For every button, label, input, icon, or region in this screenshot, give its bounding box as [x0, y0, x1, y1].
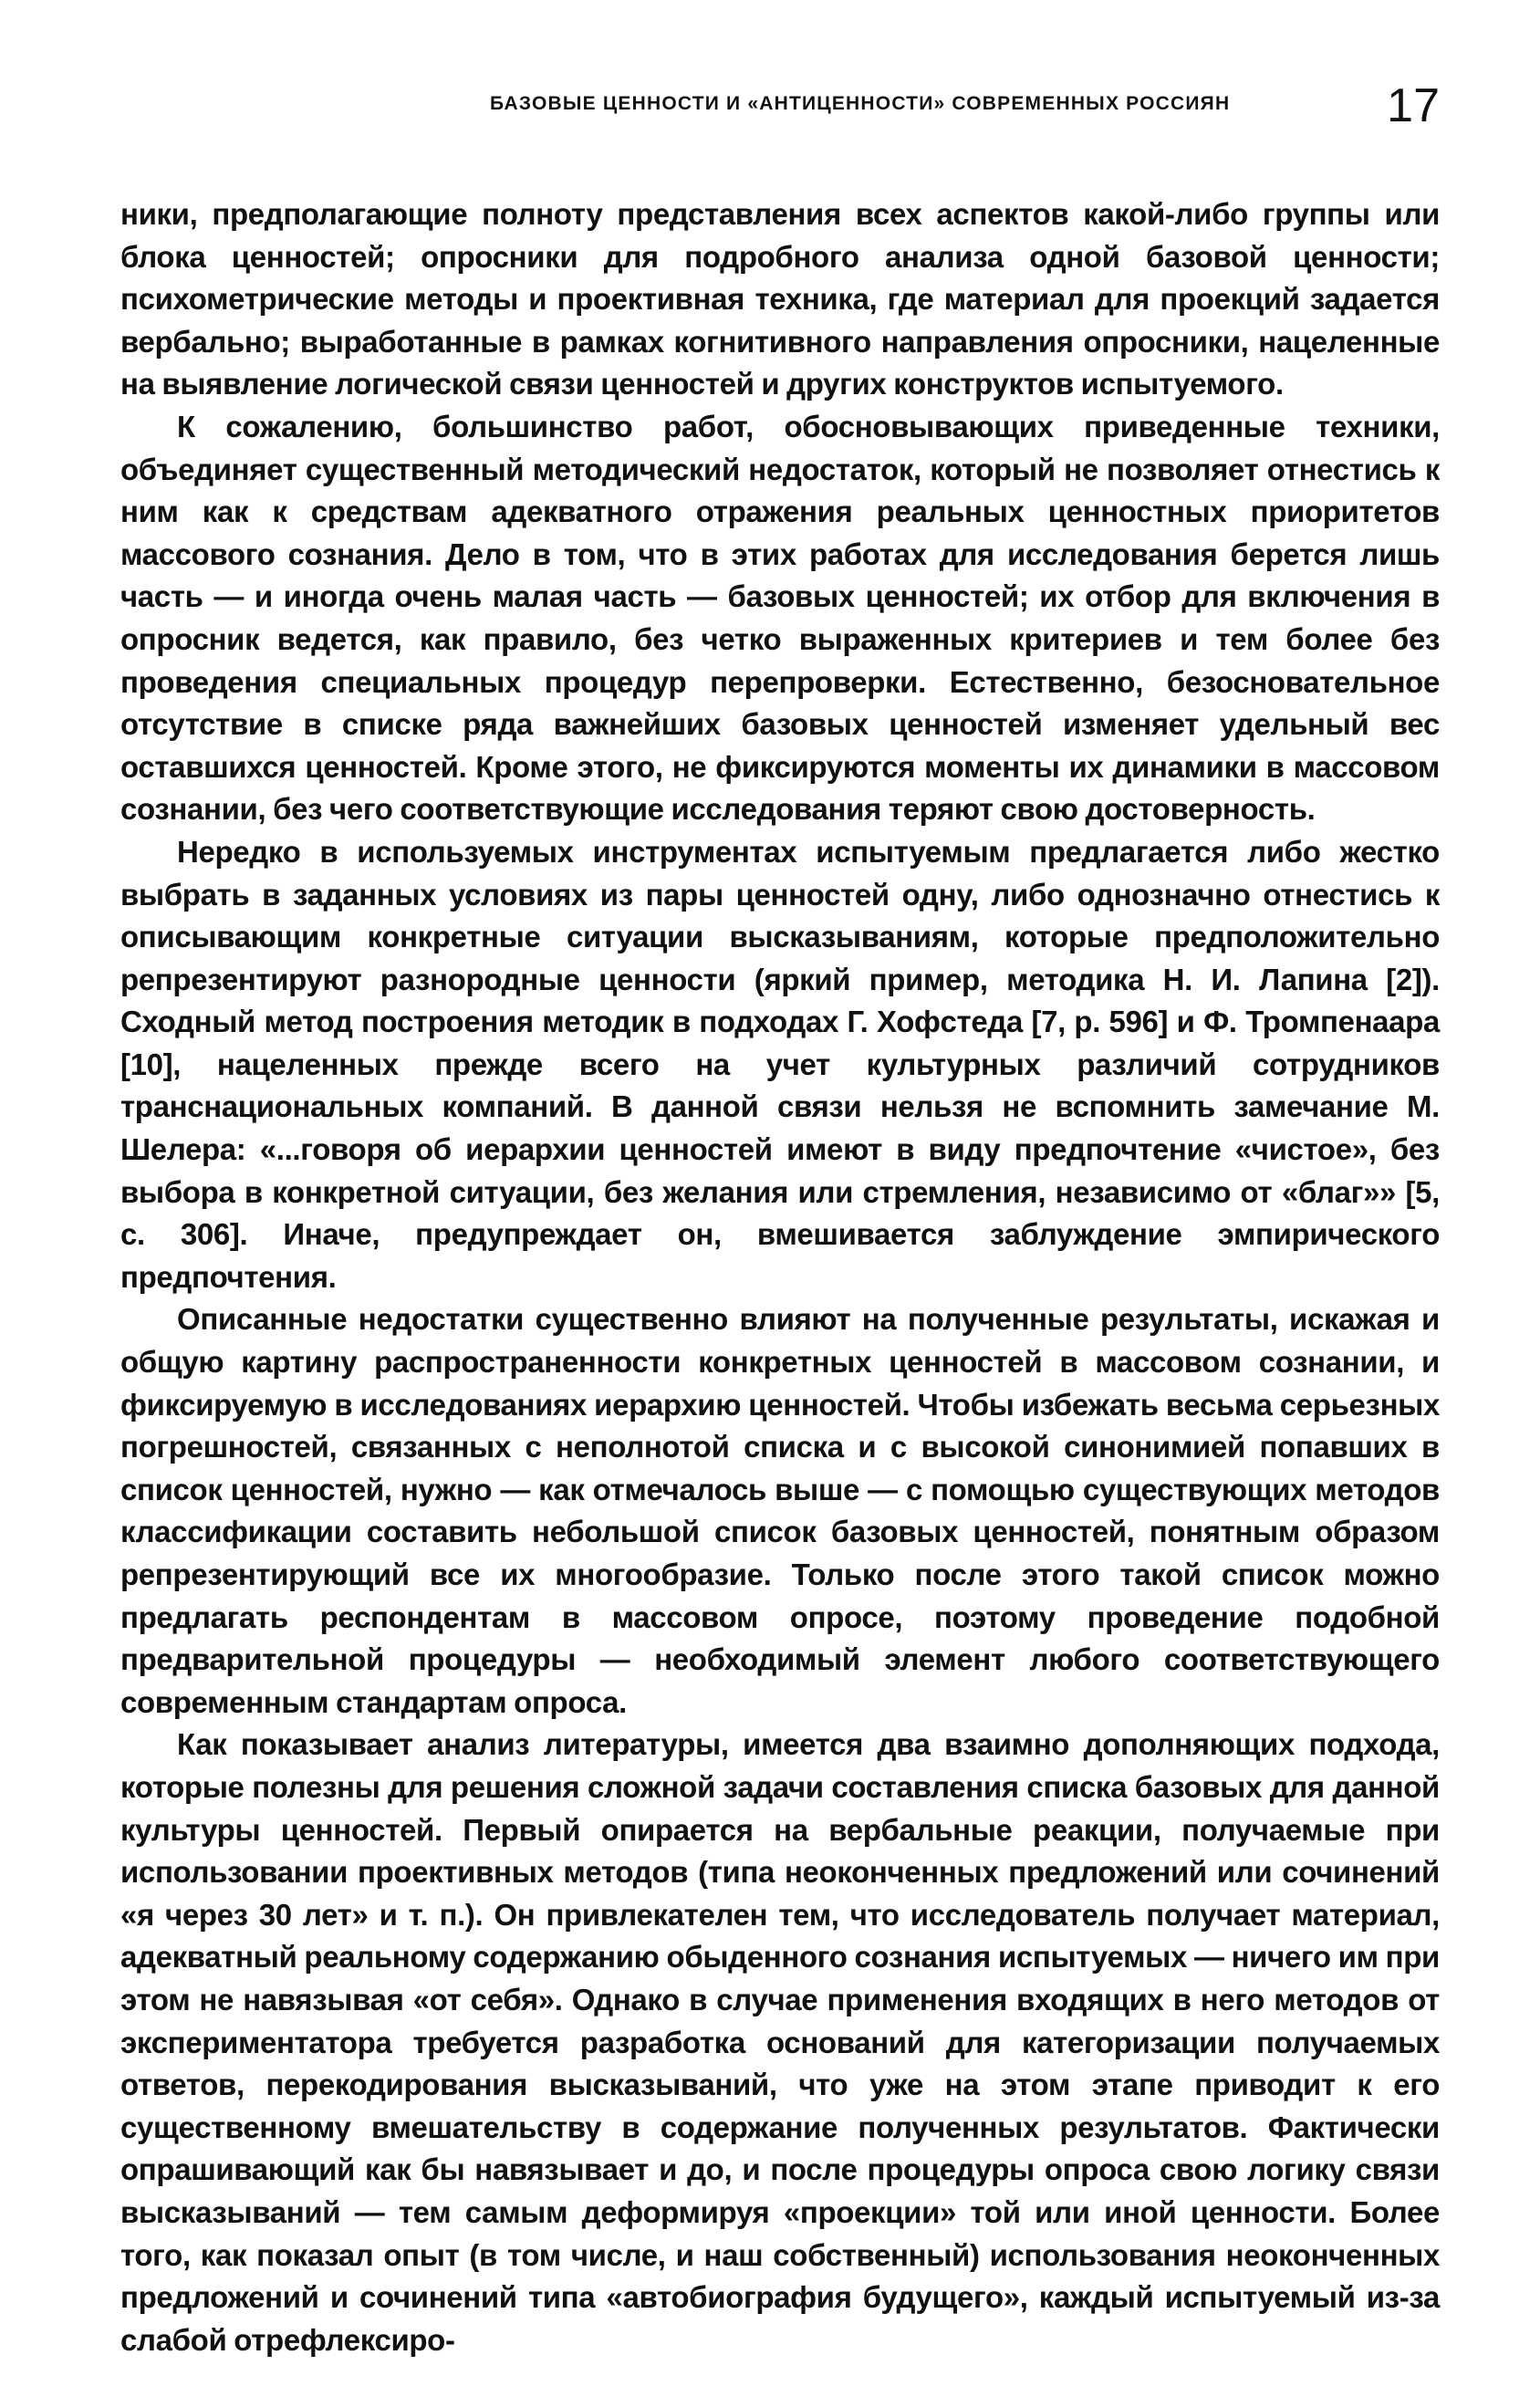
- paragraph: Описанные недостатки существенно влияют на полученные результаты, искажая и общую картину распространенности конкретных ценностей в массовом сознании, и фиксируемую в исследованиях иерархию ценностей. Чтобы избежать весьма серьезных погрешностей, связанных с неполнотой списка и с высокой синонимией попавших в список ценностей, нужно — как отмечалось выше — с помощью существующих методов классификации составить небольшой список базовых ценностей, понятным образом репрезентирующий все их многообразие. Только после этого такой список можно предлагать респондентам в массовом опросе, поэтому проведение подобной предварительной процедуры — необходимый элемент любого соответствующего современным стандартам опроса.: [120, 1302, 1440, 1719]
- paragraph-continuation: ники, предполагающие полноту представления всех аспектов какой-либо группы или блока ценностей; опросники для подробного анализа одной базовой ценности; психометрические методы и проективная техника, где материал для проекций задается вербально; выработанные в рамках когнитивного направления опросники, нацеленные на выявление логической связи ценностей и других конструктов испытуемого.: [120, 197, 1440, 401]
- page-number: 17: [1387, 79, 1440, 132]
- running-header: [120, 79, 1440, 146]
- book-page: [120, 79, 1440, 2361]
- paragraph: Как показывает анализ литературы, имеется два взаимно дополняющих подхода, которые полезны для решения сложной задачи составления списка базовых для данной культуры ценностей. Первый опирается на вербальные реакции, получаемые при использовании проективных методов (типа неоконченных предложений или сочинений «я через 30 лет» и т. п.). Он привлекателен тем, что исследователь получает материал, адекватный реальному содержанию обыденного сознания испытуемых — ничего им при этом не навязывая «от себя». Однако в случае применения входящих в него методов от экспериментатора требуется разработка оснований для категоризации получаемых ответов, перекодирования высказываний, что уже на этом этапе приводит к его существенному вмешательству в содержание полученных результатов. Фактически опрашивающий как бы навязывает и до, и после процедуры опроса свою логику связи высказываний — тем самым деформируя «проекции» той или иной ценности. Более того, как показал опыт (в том числе, и наш собственный) использования неоконченных предложений и сочинений типа «автобиография будущего», каждый испытуемый из-за слабой отрефлексиро-: [120, 1727, 1440, 2357]
- paragraph: К сожалению, большинство работ, обосновывающих приведенные техники, объединяет существенный методический недостаток, который не позволяет отнестись к ним как к средствам адекватного отражения реальных ценностных приоритетов массового сознания. Дело в том, что в этих работах для исследования берется лишь часть — и иногда очень малая часть — базовых ценностей; их отбор для включения в опросник ведется, как правило, без четко выраженных критериев и тем более без проведения специальных процедур перепроверки. Естественно, безосновательное отсутствие в списке ряда важнейших базовых ценностей изменяет удельный вес оставшихся ценностей. Кроме этого, не фиксируются моменты их динамики в массовом сознании, без чего соответствующие исследования теряют свою достоверность.: [120, 409, 1440, 827]
- running-title: БАЗОВЫЕ ЦЕННОСТИ И «АНТИЦЕННОСТИ» СОВРЕМЕННЫХ РОССИЯН: [490, 93, 1231, 114]
- body-text: [120, 193, 1440, 2361]
- paragraph: Нередко в используемых инструментах испытуемым предлагается либо жестко выбрать в заданных условиях из пары ценностей одну, либо однозначно отнестись к описывающим конкретные ситуации высказываниям, которые предположительно репрезентируют разнородные ценности (яркий пример, методика Н. И. Лапина [2]). Сходный метод построения методик в подходах Г. Хофстеда [7, p. 596] и Ф. Тромпенаара [10], нацеленных прежде всего на учет культурных различий сотрудников транснациональных компаний. В данной связи нельзя не вспомнить замечание М. Шелера: «...говоря об иерархии ценностей имеют в виду предпочтение «чистое», без выбора в конкретной ситуации, без желания или стремления, независимо от «благ»» [5, с. 306]. Иначе, предупреждает он, вмешивается заблуждение эмпирического предпочтения.: [120, 834, 1440, 1294]
